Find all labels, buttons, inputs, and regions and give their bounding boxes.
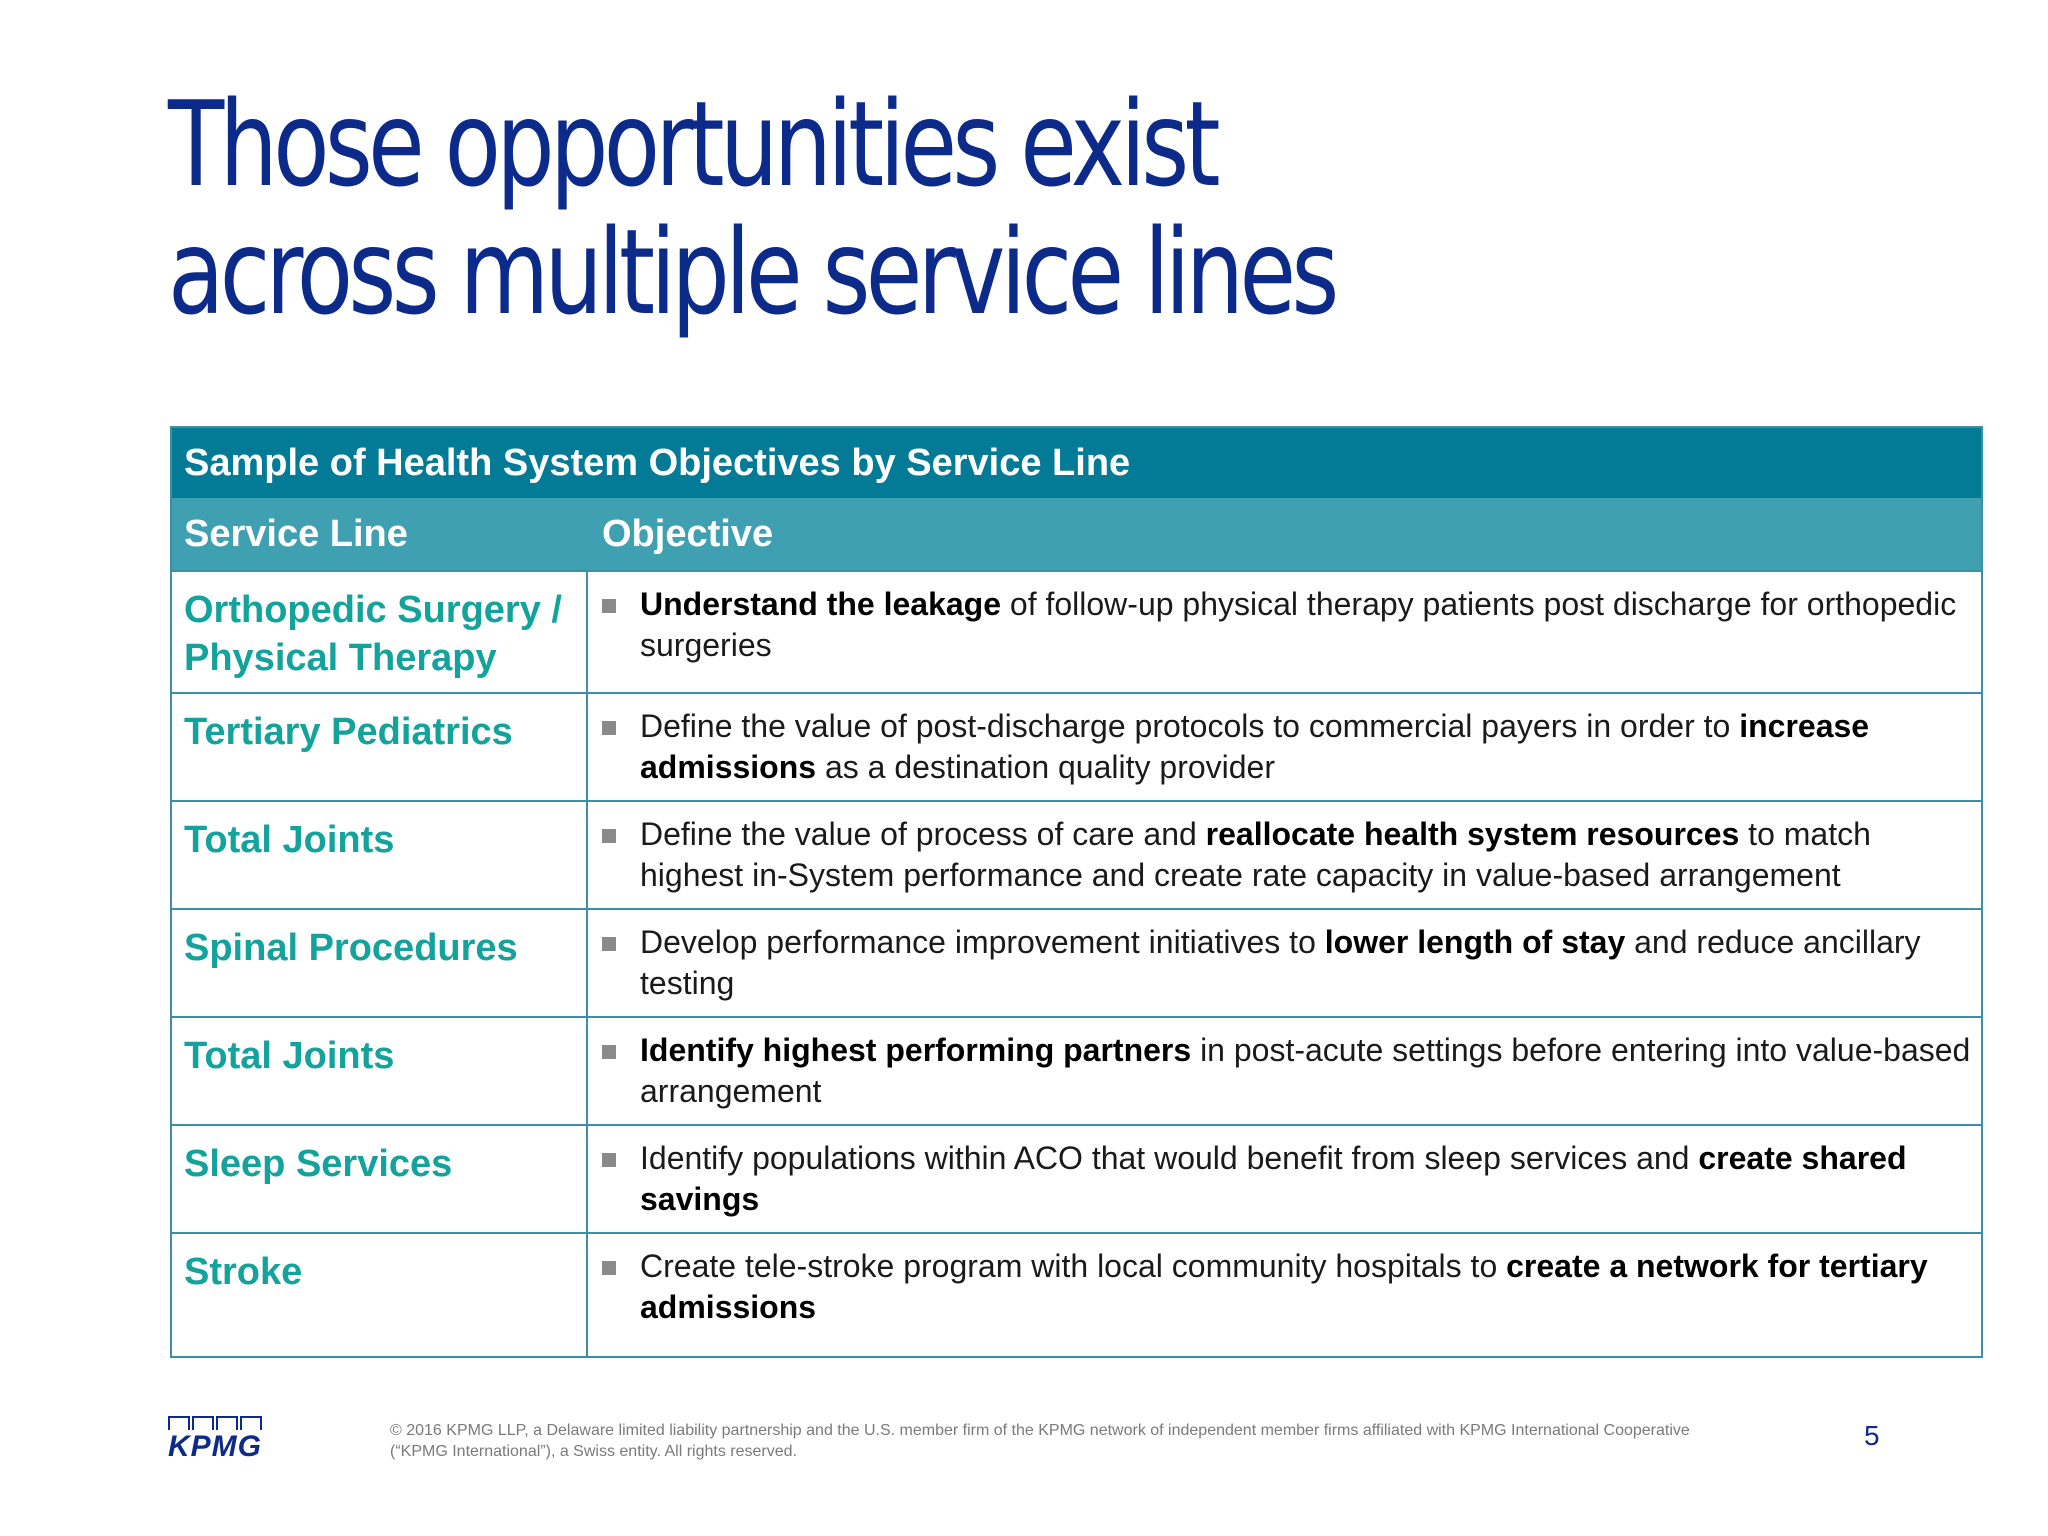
- service-line-cell: Tertiary Pediatrics: [172, 694, 588, 800]
- objectives-table: [170, 426, 1983, 1358]
- objective-text: [640, 922, 1971, 1006]
- table-row: [172, 908, 1981, 1016]
- service-line-cell: Stroke: [172, 1234, 588, 1356]
- service-line-cell: Total Joints: [172, 1018, 588, 1124]
- square-bullet-icon: [602, 599, 616, 613]
- table-row: [172, 570, 1981, 692]
- objective-segment: Develop performance improvement initiatives to: [640, 924, 1325, 960]
- service-line-cell: Spinal Procedures: [172, 910, 588, 1016]
- objective-emphasis: create shared savings: [640, 1140, 1907, 1217]
- slide-title: Those opportunities exist across multiple service lines: [168, 75, 1335, 341]
- objective-text: [640, 706, 1971, 790]
- objective-segment: of follow-up physical therapy patients post discharge for orthopedic surgeries: [640, 586, 1957, 663]
- objective-segment: as a destination quality provider: [816, 749, 1275, 785]
- table-row: [172, 800, 1981, 908]
- service-line-cell: Sleep Services: [172, 1126, 588, 1232]
- page-number: 5: [1864, 1420, 1880, 1451]
- objective-segment: to match highest in-System performance and create rate capacity in value-based arrangement: [640, 816, 1871, 893]
- objective-cell: [588, 1126, 1981, 1232]
- table-row: [172, 1124, 1981, 1232]
- table-caption: Sample of Health System Objectives by Service Line: [172, 428, 1981, 498]
- objective-cell: [588, 1234, 1981, 1356]
- square-bullet-icon: [602, 1261, 616, 1275]
- objective-emphasis: Understand the leakage: [640, 586, 1001, 622]
- objective-cell: [588, 694, 1981, 800]
- objective-text: [640, 1030, 1971, 1114]
- objective-emphasis: Identify highest performing partners: [640, 1032, 1192, 1068]
- objective-segment: Define the value of process of care and: [640, 816, 1206, 852]
- square-bullet-icon: [602, 829, 616, 843]
- objective-emphasis: lower length of stay: [1324, 924, 1626, 960]
- objective-segment: in post-acute settings before entering into value-based arrangement: [640, 1032, 1971, 1109]
- kpmg-logo: [168, 1416, 264, 1463]
- objective-text: [640, 1246, 1971, 1346]
- table-row: [172, 692, 1981, 800]
- service-line-cell: Orthopedic Surgery / Physical Therapy: [172, 572, 588, 692]
- objective-cell: [588, 572, 1981, 692]
- service-line-cell: Total Joints: [172, 802, 588, 908]
- table-row: [172, 1016, 1981, 1124]
- objective-cell: [588, 1018, 1981, 1124]
- square-bullet-icon: [602, 1153, 616, 1167]
- square-bullet-icon: [602, 1045, 616, 1059]
- objective-emphasis: increase admissions: [640, 708, 1870, 785]
- copyright-notice: © 2016 KPMG LLP, a Delaware limited liability partnership and the U.S. member firm of the KPMG network of independent member firms affiliated with KPMG International Cooperative (“KPMG International”), a Swiss entity. All rights reserved.: [390, 1422, 1690, 1460]
- table-header-row: [172, 498, 1981, 570]
- column-header-objective: Objective: [602, 513, 774, 555]
- objective-cell: [588, 910, 1981, 1016]
- objective-segment: Create tele-stroke program with local community hospitals to: [640, 1248, 1507, 1284]
- objective-segment: Define the value of post-discharge protocols to commercial payers in order to: [640, 708, 1740, 744]
- objective-emphasis: reallocate health system resources: [1205, 816, 1740, 852]
- objective-segment: Identify populations within ACO that would benefit from sleep services and: [640, 1140, 1699, 1176]
- column-header-service-line: Service Line: [184, 513, 408, 555]
- objective-text: [640, 1138, 1971, 1222]
- table-row: [172, 1232, 1981, 1356]
- table-body: [172, 570, 1981, 1356]
- objective-text: [640, 814, 1971, 898]
- objective-text: [640, 584, 1971, 682]
- objective-emphasis: create a network for tertiary admissions: [640, 1248, 1928, 1325]
- objective-cell: [588, 802, 1981, 908]
- logo-wordmark: KPMG: [168, 1430, 262, 1463]
- objective-segment: and reduce ancillary testing: [640, 924, 1921, 1001]
- square-bullet-icon: [602, 937, 616, 951]
- square-bullet-icon: [602, 721, 616, 735]
